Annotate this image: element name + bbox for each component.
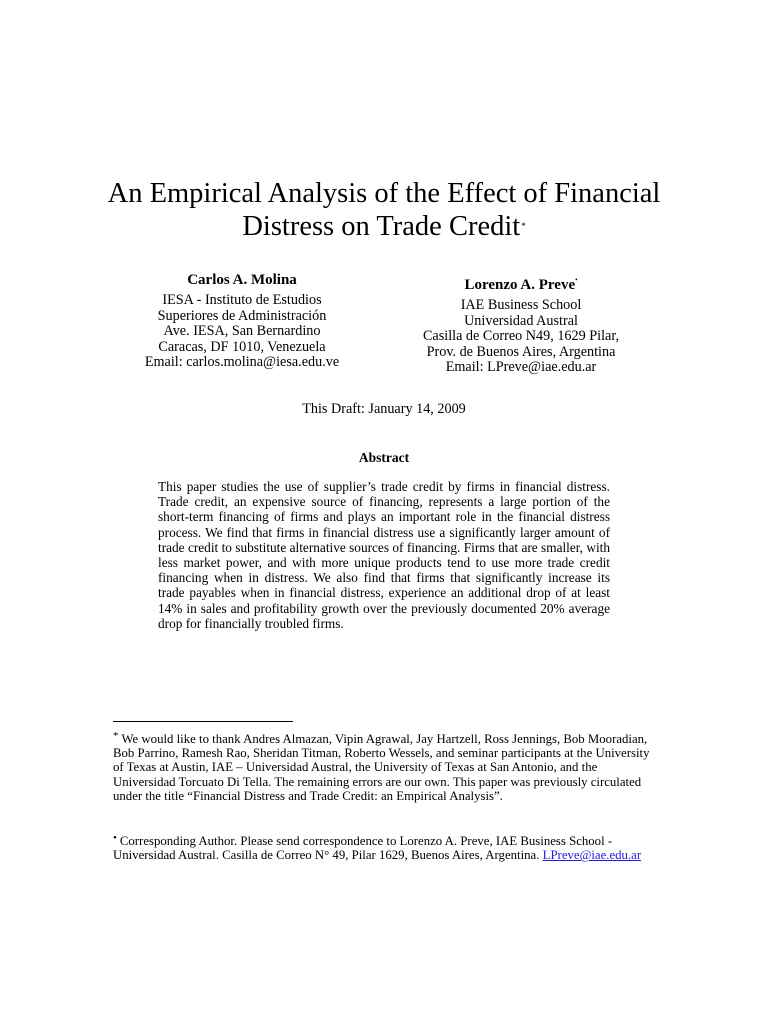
author-affiliation-line: Prov. de Buenos Aires, Argentina xyxy=(426,343,616,360)
corresponding-author-mark: • xyxy=(575,276,578,284)
author-block-molina xyxy=(118,270,366,371)
paper-title xyxy=(0,178,768,243)
author-email: Email: LPreve@iae.edu.ar xyxy=(445,359,597,376)
author-name: Lorenzo A. Preve xyxy=(464,277,576,293)
footnote-divider xyxy=(113,721,293,722)
paper-title-line-1: An Empirical Analysis of the Effect of Financial xyxy=(107,178,661,209)
author-name: Carlos A. Molina xyxy=(187,272,297,288)
corresponding-email-link[interactable]: LPreve@iae.edu.ar xyxy=(542,848,642,863)
author-affiliation-line: Universidad Austral xyxy=(464,312,578,329)
title-footnote-mark: * xyxy=(521,221,526,231)
footnote-mark: • xyxy=(113,832,117,844)
abstract-body: This paper studies the use of supplier’s trade credit by firms in financial distress. Trade credit, an expensive source of financing, represents a large portion of the short-term financing of firms and plays an important role in the financial distress process. We find that firms in financial distress use a significantly larger amount of trade credit to substitute alternative sources of financing. Firms that are smaller, with less market power, and with more unique products tend to use more trade credit financing when in distress. We also find that firms that significantly increase its trade payables when in financial distress, experience an additional drop of at least 14% in sales and profitability growth over the previously documented 20% average drop for financially troubled firms. xyxy=(158,479,610,631)
footnote-corresponding-author xyxy=(113,831,658,862)
abstract-heading: Abstract xyxy=(358,450,410,465)
author-affiliation-line: Caracas, DF 1010, Venezuela xyxy=(158,338,326,355)
author-affiliation-line: IAE Business School xyxy=(460,297,582,313)
draft-date: This Draft: January 14, 2009 xyxy=(302,401,466,417)
author-affiliation-line: IESA - Instituto de Estudios xyxy=(162,292,322,308)
paper-title-line-2: Distress on Trade Credit xyxy=(242,211,521,242)
footnote-mark: * xyxy=(113,730,119,742)
footnote-acknowledgements xyxy=(113,729,658,803)
author-email: Email: carlos.molina@iesa.edu.ve xyxy=(144,354,340,371)
author-affiliation-line: Casilla de Correo N49, 1629 Pilar, xyxy=(422,328,620,345)
author-block-preve xyxy=(400,270,642,376)
author-name-line xyxy=(400,270,642,295)
footnote-text: We would like to thank Andres Almazan, Vipin Agrawal, Jay Hartzell, Ross Jennings, Bob Mooradian, Bob Parrino, Ramesh Rao, Sheridan Titman, Roberto Wessels, and seminar participants at the University of Texas at Austin, IAE – Universidad Austral, the University of Texas at San Antonio, and the Universidad Torcuato Di Tella. The remaining errors are our own. This paper was previously circulated under the title “Financial Distress and Trade Credit: an Empirical Analysis”. xyxy=(113,732,650,803)
author-affiliation-line: Superiores de Administración xyxy=(157,307,327,324)
author-affiliation-line: Ave. IESA, San Bernardino xyxy=(163,323,321,340)
footnote-text: Corresponding Author. Please send correspondence to Lorenzo A. Preve, IAE Business School - Universidad Austral. Casilla de Correo N° 49, Pilar 1629, Buenos Aires, Argentina. xyxy=(113,834,613,863)
